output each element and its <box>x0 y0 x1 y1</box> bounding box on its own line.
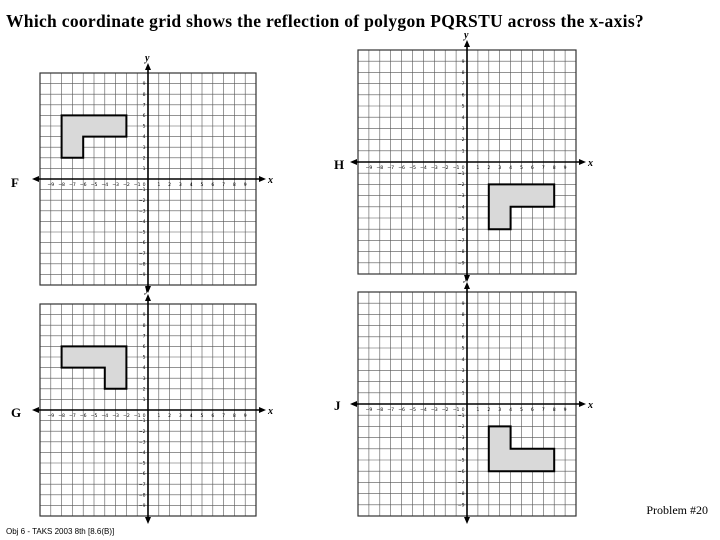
x-tick-label: 5 <box>520 408 523 413</box>
x-tick-label: 4 <box>509 166 513 171</box>
x-tick-label: −8 <box>58 414 65 419</box>
x-axis-label: x <box>588 400 593 411</box>
x-tick-label: 1 <box>476 166 480 171</box>
x-tick-label: −1 <box>133 414 141 419</box>
x-tick-label: −5 <box>90 414 98 419</box>
y-tick-label: 7 <box>461 82 465 88</box>
y-tick-label: 5 <box>461 104 465 110</box>
y-tick-label: −2 <box>457 183 465 188</box>
x-tick-label: 4 <box>189 414 193 419</box>
x-tick-label: −6 <box>398 408 405 413</box>
y-tick-label: 6 <box>461 335 465 341</box>
y-tick-label: −8 <box>457 492 465 498</box>
x-tick-label: 5 <box>520 166 523 171</box>
x-tick-label: 2 <box>168 414 172 419</box>
y-axis-label: y <box>145 284 150 295</box>
y-axis-label: y <box>464 272 469 283</box>
x-tick-label: 4 <box>509 408 513 413</box>
x-axis-arrow-right-icon <box>579 401 586 407</box>
x-tick-label: −3 <box>112 183 119 188</box>
x-axis-arrow-left-icon <box>32 176 39 182</box>
y-tick-label: −5 <box>457 216 465 222</box>
x-tick-label: 7 <box>541 408 545 413</box>
x-tick-label: −1 <box>452 166 460 171</box>
y-tick-label: −2 <box>138 198 146 204</box>
y-tick-label: −8 <box>138 262 146 268</box>
y-tick-label: 9 <box>461 59 465 65</box>
x-tick-label: −6 <box>79 183 87 188</box>
y-axis-arrow-down-icon <box>145 517 151 524</box>
x-tick-label: 7 <box>541 166 545 171</box>
y-tick-label: −4 <box>138 451 146 456</box>
y-tick-label: 2 <box>461 380 465 386</box>
y-tick-label: −9 <box>138 273 146 278</box>
x-tick-label: −6 <box>398 166 405 171</box>
y-tick-label: −1 <box>138 188 146 194</box>
coordinate-grid-j <box>358 272 593 516</box>
x-tick-label: −8 <box>376 166 384 171</box>
x-tick-label: 3 <box>498 408 502 413</box>
x-tick-label: −2 <box>441 408 449 413</box>
y-axis-arrow-down-icon <box>464 517 470 524</box>
y-axis-arrow-up-icon <box>464 282 470 289</box>
x-tick-label: 6 <box>211 414 215 419</box>
x-tick-label: −8 <box>376 408 384 413</box>
y-tick-label: 8 <box>142 323 146 329</box>
y-tick-label: −8 <box>138 493 146 499</box>
y-tick-label: −7 <box>457 481 465 486</box>
x-tick-label: −2 <box>123 414 130 419</box>
coordinate-grid-h <box>358 30 593 274</box>
x-tick-label: 9 <box>243 183 247 188</box>
x-axis-arrow-left-icon <box>350 159 357 165</box>
y-tick-label: 6 <box>461 93 465 99</box>
choice-letter-g: G <box>11 405 22 420</box>
y-tick-label: 4 <box>461 115 465 121</box>
y-tick-label: 3 <box>142 145 146 151</box>
x-tick-label: 3 <box>178 183 182 188</box>
grid-svg <box>40 284 273 516</box>
y-tick-label: 4 <box>142 135 146 141</box>
y-tick-label: 6 <box>142 345 146 350</box>
x-tick-label: 2 <box>487 408 491 413</box>
x-tick-label: −5 <box>409 166 416 171</box>
y-tick-label: −3 <box>138 440 146 446</box>
y-tick-label: −6 <box>457 469 465 475</box>
y-tick-label: −3 <box>138 209 146 215</box>
y-tick-label: 7 <box>142 334 146 340</box>
x-tick-label: −7 <box>387 408 395 413</box>
x-axis-arrow-right-icon <box>259 176 266 182</box>
x-tick-label: 5 <box>200 414 204 419</box>
y-tick-label: −9 <box>457 261 465 267</box>
y-tick-label: −2 <box>457 425 465 430</box>
y-tick-label: 8 <box>461 313 465 318</box>
x-tick-label: −5 <box>409 408 416 413</box>
choice-letter-f: F <box>11 175 19 190</box>
y-tick-label: −6 <box>457 227 465 233</box>
y-tick-label: 1 <box>461 391 465 397</box>
y-axis-arrow-up-icon <box>145 294 151 301</box>
choice-letter-h: H <box>334 157 345 172</box>
y-tick-label: 3 <box>461 369 465 374</box>
coordinate-grid-g <box>40 284 273 516</box>
x-tick-label: 6 <box>211 183 215 188</box>
x-tick-label: −4 <box>420 408 427 413</box>
y-tick-label: 9 <box>461 301 465 307</box>
x-tick-label: 2 <box>168 183 172 188</box>
x-tick-label: −4 <box>420 166 427 171</box>
x-tick-label: 7 <box>222 414 226 419</box>
x-axis-arrow-right-icon <box>259 407 266 413</box>
x-tick-label: −1 <box>452 408 460 413</box>
x-tick-label: −3 <box>430 408 438 413</box>
y-tick-label: −4 <box>457 205 465 211</box>
y-tick-label: 1 <box>461 149 465 155</box>
y-tick-label: −4 <box>457 447 465 453</box>
y-tick-label: 8 <box>142 92 146 98</box>
x-axis-arrow-left-icon <box>350 401 357 407</box>
origin-label: 0 <box>142 414 146 419</box>
y-tick-label: −2 <box>138 429 146 435</box>
origin-label: 0 <box>461 408 465 413</box>
y-axis-label: y <box>145 53 150 64</box>
y-tick-label: −8 <box>457 250 465 256</box>
x-tick-label: 8 <box>552 408 556 413</box>
y-tick-label: 1 <box>142 398 146 403</box>
y-tick-label: −9 <box>138 504 146 509</box>
y-axis-arrow-up-icon <box>145 63 151 70</box>
x-tick-label: 6 <box>530 408 534 413</box>
y-tick-label: −9 <box>457 503 465 509</box>
x-tick-label: 9 <box>563 166 567 171</box>
y-tick-label: −7 <box>138 251 146 257</box>
y-tick-label: 8 <box>461 71 465 76</box>
x-tick-label: −9 <box>365 408 373 413</box>
x-tick-label: −4 <box>101 183 109 188</box>
x-tick-label: 5 <box>200 183 204 188</box>
y-tick-label: 2 <box>142 387 146 393</box>
x-tick-label: −7 <box>69 183 76 188</box>
x-tick-label: 3 <box>498 166 502 171</box>
x-axis-label: x <box>268 406 273 417</box>
x-tick-label: 1 <box>157 414 161 419</box>
y-axis-arrow-up-icon <box>464 40 470 47</box>
x-tick-label: −9 <box>47 183 55 188</box>
y-tick-label: 9 <box>142 313 146 319</box>
y-tick-label: −1 <box>138 419 146 425</box>
x-tick-label: 6 <box>530 166 534 171</box>
y-tick-label: 3 <box>142 376 146 382</box>
y-tick-label: 6 <box>142 114 146 119</box>
x-tick-label: −2 <box>123 183 130 188</box>
grid-svg <box>358 272 593 516</box>
y-tick-label: 4 <box>461 357 465 363</box>
x-tick-label: 8 <box>232 414 236 419</box>
origin-label: 0 <box>461 166 465 171</box>
source-note: Obj 6 - TAKS 2003 8th [8.6(B)] <box>6 527 115 536</box>
coordinate-grid-f <box>40 53 273 285</box>
x-tick-label: −3 <box>112 414 119 419</box>
x-tick-label: −8 <box>58 183 65 188</box>
y-tick-label: −5 <box>457 458 465 464</box>
x-axis-label: x <box>588 158 593 169</box>
y-tick-label: −5 <box>138 461 146 467</box>
x-tick-label: 8 <box>232 183 236 188</box>
y-tick-label: 4 <box>142 366 146 372</box>
y-tick-label: 2 <box>461 138 465 144</box>
choice-letter-j: J <box>334 398 341 413</box>
x-tick-label: 3 <box>178 414 182 419</box>
y-tick-label: 3 <box>461 127 465 132</box>
y-tick-label: 5 <box>142 124 146 130</box>
question-title: Which coordinate grid shows the reflection of polygon PQRSTU across the x-axis? <box>6 11 644 31</box>
x-tick-label: 9 <box>563 408 567 413</box>
grid-svg <box>40 53 273 285</box>
y-tick-label: −6 <box>138 241 146 247</box>
y-tick-label: 5 <box>461 346 465 352</box>
y-tick-label: −3 <box>457 436 465 442</box>
y-tick-label: 7 <box>461 324 465 330</box>
y-tick-label: −7 <box>138 482 146 488</box>
x-tick-label: −9 <box>365 166 373 171</box>
y-tick-label: −4 <box>138 220 146 225</box>
problem-number: Problem #20 <box>646 503 708 517</box>
x-tick-label: −7 <box>387 166 395 171</box>
x-tick-label: −9 <box>47 414 55 419</box>
y-tick-label: 2 <box>142 156 146 162</box>
x-tick-label: −4 <box>101 414 109 419</box>
y-tick-label: −1 <box>457 171 465 177</box>
x-tick-label: 7 <box>222 183 226 188</box>
y-axis-label: y <box>464 30 469 41</box>
y-tick-label: 9 <box>142 82 146 88</box>
x-tick-label: 8 <box>552 166 556 171</box>
x-axis-arrow-left-icon <box>32 407 39 413</box>
y-tick-label: −7 <box>457 239 465 244</box>
x-tick-label: 1 <box>476 408 480 413</box>
x-tick-label: −1 <box>133 183 141 188</box>
x-tick-label: −6 <box>79 414 87 419</box>
y-tick-label: −3 <box>457 194 465 200</box>
x-tick-label: −3 <box>430 166 438 171</box>
y-tick-label: 1 <box>142 167 146 172</box>
y-tick-label: −5 <box>138 230 146 236</box>
x-tick-label: 4 <box>189 183 193 188</box>
x-tick-label: 9 <box>243 414 247 419</box>
grid-svg <box>358 30 593 274</box>
x-tick-label: 2 <box>487 166 491 171</box>
x-axis-arrow-right-icon <box>579 159 586 165</box>
origin-label: 0 <box>142 183 146 188</box>
y-tick-label: −6 <box>138 472 146 478</box>
y-tick-label: −1 <box>457 413 465 419</box>
x-tick-label: −5 <box>90 183 98 188</box>
x-tick-label: −2 <box>441 166 449 171</box>
x-tick-label: −7 <box>69 414 76 419</box>
y-tick-label: 5 <box>142 355 146 361</box>
y-tick-label: 7 <box>142 103 146 109</box>
x-axis-label: x <box>268 175 273 186</box>
x-tick-label: 1 <box>157 183 161 188</box>
